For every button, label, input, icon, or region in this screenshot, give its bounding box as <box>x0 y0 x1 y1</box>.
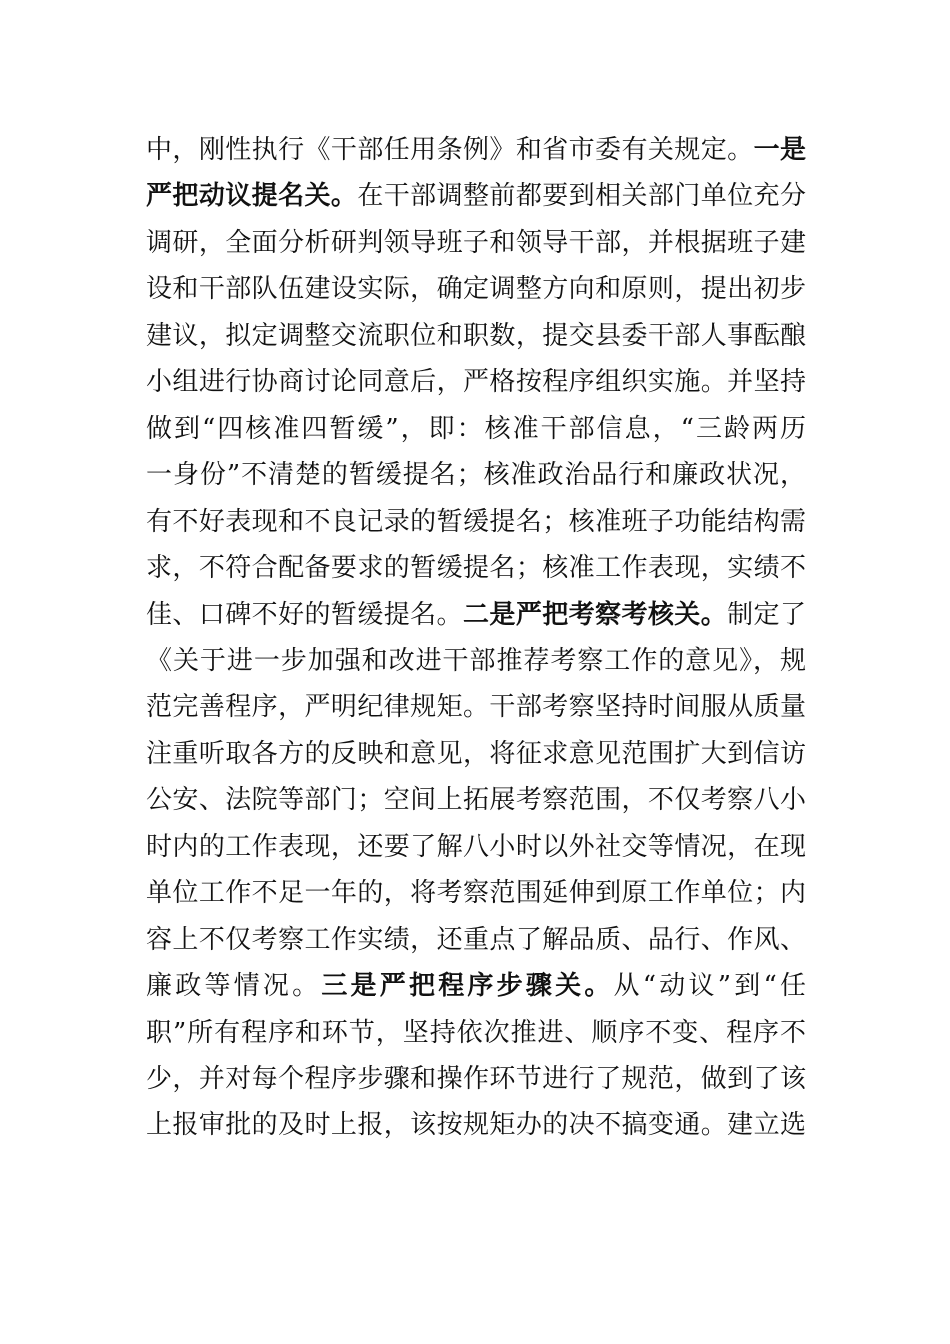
text-line <box>146 176 806 216</box>
text-line <box>146 409 806 449</box>
text-segment: 一身份”不清楚的暂缓提名；核准政治品行和廉政状况， <box>146 460 806 491</box>
text-segment: 调研，全面分析研判领导班子和领导干部，并根据班子建 <box>146 227 806 258</box>
text-line <box>146 827 806 867</box>
text-segment: 单位工作不足一年的，将考察范围延伸到原工作单位；内 <box>146 878 806 909</box>
text-line <box>146 1059 806 1099</box>
text-segment: 做到“四核准四暂缓”，即：核准干部信息，“三龄两历 <box>146 413 806 444</box>
bold-heading-phrase: 严把动议提名关。 <box>146 181 358 212</box>
text-line <box>146 920 806 960</box>
text-segment: 有不好表现和不良记录的暂缓提名；核准班子功能结构需 <box>146 506 806 537</box>
text-segment: 佳、口碑不好的暂缓提名。 <box>146 599 463 630</box>
text-line <box>146 687 806 727</box>
text-segment: 从“动议”到“任 <box>613 971 806 1002</box>
text-segment: 廉政等情况。 <box>146 971 322 1002</box>
text-segment: 《关于进一步加强和改进干部推荐考察工作的意见》，规 <box>146 645 806 676</box>
text-segment: 少，并对每个程序步骤和操作环节进行了规范，做到了该 <box>146 1064 806 1094</box>
text-line <box>146 873 806 913</box>
text-line <box>146 1105 806 1145</box>
text-line <box>146 966 806 1006</box>
text-segment: 职”所有程序和环节，坚持依次推进、顺序不变、程序不 <box>146 1017 806 1048</box>
text-segment: 时内的工作表现，还要了解八小时以外社交等情况，在现 <box>146 831 806 862</box>
text-segment: 建议，拟定调整交流职位和职数，提交县委干部人事酝酿 <box>146 320 806 351</box>
text-segment: 注重听取各方的反映和意见，将征求意见范围扩大到信访 <box>146 738 806 769</box>
text-segment: 公安、法院等部门；空间上拓展考察范围，不仅考察八小 <box>146 785 806 816</box>
text-segment: 设和干部队伍建设实际，确定调整方向和原则，提出初步 <box>146 274 806 305</box>
text-line <box>146 362 806 402</box>
text-line <box>146 130 806 170</box>
text-line <box>146 502 806 542</box>
text-segment: 范完善程序，严明纪律规矩。干部考察坚持时间服从质量 <box>146 692 806 723</box>
text-line <box>146 595 806 635</box>
bold-heading-phrase: 三是严把程序步骤关。 <box>321 971 614 1002</box>
text-line <box>146 269 806 309</box>
text-segment: 求，不符合配备要求的暂缓提名；核准工作表现，实绩不 <box>146 553 806 584</box>
text-segment: 在干部调整前都要到相关部门单位充分 <box>357 181 806 212</box>
text-segment: 上报审批的及时上报，该按规矩办的决不搞变通。建立选 <box>146 1110 806 1141</box>
bold-heading-phrase: 二是严把考察考核关。 <box>462 599 728 630</box>
text-line <box>146 316 806 356</box>
text-segment: 制定了 <box>727 599 806 630</box>
text-line <box>146 455 806 495</box>
text-line <box>146 223 806 263</box>
text-line <box>146 641 806 681</box>
text-segment: 中，刚性执行《干部任用条例》和省市委有关规定。 <box>146 135 754 165</box>
text-segment: 容上不仅考察工作实绩，还重点了解品质、品行、作风、 <box>146 924 806 955</box>
text-line <box>146 780 806 820</box>
text-line <box>146 548 806 588</box>
text-segment: 小组进行协商讨论同意后，严格按程序组织实施。并坚持 <box>146 367 806 398</box>
text-line <box>146 1013 806 1053</box>
text-line <box>146 734 806 774</box>
bold-heading-phrase: 一是 <box>753 135 806 165</box>
